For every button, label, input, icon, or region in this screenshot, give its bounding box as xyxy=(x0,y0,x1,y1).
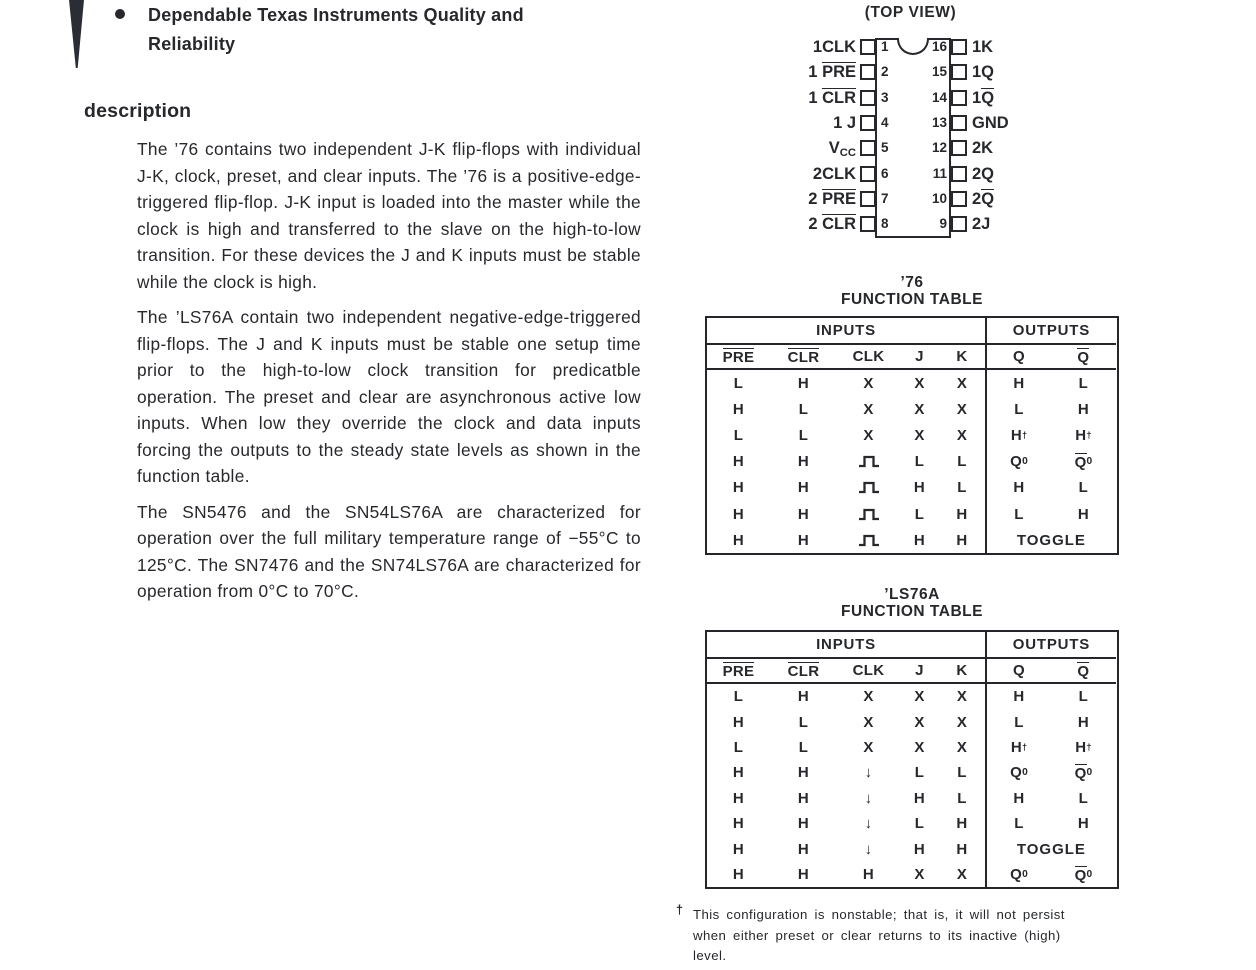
table-cell: L xyxy=(985,811,1051,836)
pin-number: 1 xyxy=(881,39,889,54)
table-cell: X xyxy=(863,688,874,706)
table-cell: L xyxy=(798,713,809,731)
script-text: 0 xyxy=(1086,456,1093,468)
table-cell: H xyxy=(862,865,875,883)
pin-number: 8 xyxy=(881,216,889,232)
table-cell: ↓ xyxy=(864,789,873,807)
function-table-ls76a xyxy=(705,630,1119,889)
table-cell xyxy=(837,501,900,527)
table-cell xyxy=(837,449,900,475)
footnote-line: This configuration is nonstable; that is, it will not persist xyxy=(693,907,1065,922)
pin-label-left: 2CLK xyxy=(812,164,856,183)
table-cell: H xyxy=(1077,505,1089,523)
table-cell: H xyxy=(732,505,745,523)
column-header xyxy=(1051,659,1116,684)
table-cell: X xyxy=(863,738,874,756)
table-cell: L xyxy=(985,709,1051,734)
table-cell: H xyxy=(732,453,745,471)
column-header xyxy=(707,659,770,684)
script-text: † xyxy=(1021,430,1028,441)
table-cell: H xyxy=(913,789,926,807)
bullet-icon xyxy=(115,9,125,19)
table-cell: H xyxy=(797,374,810,392)
pin-label-right: 2J xyxy=(972,215,991,234)
pin-square xyxy=(860,39,876,55)
table-cell: H xyxy=(913,479,926,497)
pin-number: 15 xyxy=(931,64,947,80)
table-cell: H xyxy=(985,475,1051,501)
script-text: 0 xyxy=(1022,767,1028,779)
table-cell: Q 0 xyxy=(985,760,1051,785)
table-cell: H xyxy=(797,840,810,858)
column-header: CLK xyxy=(837,345,900,370)
pin-number: 14 xyxy=(931,89,947,105)
footnote-line: when either preset or clear returns to its inactive (high) xyxy=(693,927,1061,943)
script-text: † xyxy=(1021,742,1028,753)
description-paragraph: The SN5476 and the SN54LS76A are characterized for operation over the full military temperature range of −55°C to 125°C. The SN7476 and the SN74LS76A are characterized for operation from 0°C to 70°C. xyxy=(137,501,641,601)
pin-number: 6 xyxy=(881,165,889,181)
table-cell: X xyxy=(956,426,968,444)
inputs-header: INPUTS xyxy=(707,632,985,659)
table-cell: H xyxy=(985,370,1051,396)
pin-number: 7 xyxy=(881,190,889,206)
table-cell: X xyxy=(956,713,968,731)
function-table-ls76a-heading xyxy=(705,586,1119,620)
description-paragraph: The ’LS76A contain two independent negative-edge-triggered flip-flops. The J and K inputs must be stable one setup time prior to the high-to-low clock transition for predicatble operation. The preset and clear are asynchronous active low inputs. When low they override the clock and data inputs forcing the outputs to the steady state levels as shown in the function table. xyxy=(137,307,641,486)
overline-text: CLR xyxy=(822,88,856,107)
table-cell: X xyxy=(914,374,925,392)
pin-square xyxy=(860,64,876,80)
table-cell: H xyxy=(985,684,1051,709)
overline-text: PRE xyxy=(722,662,755,680)
table-cell: L xyxy=(914,505,925,523)
table-cell: L xyxy=(957,764,967,782)
table-cell: H xyxy=(985,786,1051,811)
table-cell: L xyxy=(985,396,1051,422)
table-cell: L xyxy=(957,789,967,807)
table-cell: H xyxy=(732,815,745,833)
overline-text: Q xyxy=(1077,662,1090,680)
pin-label-left: 2 CLR xyxy=(808,215,856,234)
feature-bullet-item xyxy=(112,1,592,58)
pin-square xyxy=(860,115,876,131)
overline-text: Q xyxy=(1074,454,1087,471)
table-title: FUNCTION TABLE xyxy=(841,291,983,308)
pin-square xyxy=(951,90,967,106)
overline-text: Q xyxy=(981,88,995,107)
outputs-header: OUTPUTS xyxy=(985,318,1116,345)
table-cell: X xyxy=(956,688,968,706)
script-text: 0 xyxy=(1086,767,1093,779)
pin-label-right: 1Q xyxy=(972,63,995,82)
column-header: J xyxy=(900,345,939,370)
table-cell: X xyxy=(863,374,874,392)
table-cell: H xyxy=(956,840,968,858)
description-paragraph: The ’76 contains two independent J-K flip-flops with individual J-K, clock, preset, and clear inputs. The ’76 is a positive-edge-triggered flip-flop. J-K input is loaded into the master while the clock is high and transferred to the slave on the high-to-low transition. For these devices the J and K inputs must be stable while the clock is high. xyxy=(137,139,641,292)
table-cell: L xyxy=(733,738,744,756)
table-cell: H xyxy=(1077,400,1089,418)
table-cell: L xyxy=(914,453,925,471)
table-cell xyxy=(1051,760,1116,785)
clock-pulse-icon xyxy=(858,507,880,522)
pin-square xyxy=(951,39,967,55)
table-cell: L xyxy=(914,815,925,833)
overline-text: Q xyxy=(1074,765,1087,783)
table-cell: X xyxy=(914,400,925,418)
column-header: K xyxy=(939,659,985,684)
script-text: 0 xyxy=(1086,868,1093,880)
table-cell: X xyxy=(956,374,968,392)
footnote-line: level. xyxy=(693,948,727,963)
clock-pulse-icon xyxy=(858,480,880,495)
pin-square xyxy=(951,166,967,182)
table-cell: H † xyxy=(1075,426,1092,444)
column-header xyxy=(707,345,770,370)
table-cell: H † xyxy=(985,735,1051,760)
script-text: 0 xyxy=(1022,456,1028,468)
table-cell: H xyxy=(797,505,810,523)
table-cell: H xyxy=(732,713,745,731)
table-cell: H † xyxy=(1075,738,1092,756)
footnote xyxy=(676,905,1162,967)
table-cell xyxy=(1051,449,1116,475)
pin-label-left: VCC xyxy=(828,139,856,160)
pinout-title: (TOP VIEW) xyxy=(864,4,957,21)
table-cell: H xyxy=(797,453,810,471)
pin-number: 9 xyxy=(939,216,947,232)
pin-square xyxy=(860,166,876,182)
pin-square xyxy=(860,191,876,207)
overline-text: CLR xyxy=(787,662,820,680)
table-cell: H xyxy=(1077,815,1089,833)
pin-number: 4 xyxy=(881,114,889,130)
table-cell: H xyxy=(913,840,926,858)
pin-number: 2 xyxy=(881,64,889,80)
column-header xyxy=(770,659,837,684)
table-cell: H xyxy=(732,865,745,883)
table-cell: H xyxy=(797,865,810,883)
pin-square xyxy=(860,90,876,106)
table-cell: X xyxy=(914,738,925,756)
table-cell: L xyxy=(733,688,744,706)
pin-number: 12 xyxy=(931,140,947,156)
pin-number: 11 xyxy=(932,165,947,181)
table-cell: Q 0 xyxy=(985,449,1051,475)
function-table-76 xyxy=(705,316,1119,555)
table-cell: ↓ xyxy=(864,815,873,833)
table-title: FUNCTION TABLE xyxy=(841,603,983,620)
table-cell: L xyxy=(798,400,809,418)
table-cell: X xyxy=(914,426,925,444)
table-cell: L xyxy=(1078,789,1089,807)
pin-label-right: GND xyxy=(972,113,1009,132)
device-name: ’76 xyxy=(900,274,924,291)
table-cell: H xyxy=(797,479,810,497)
table-cell: H xyxy=(797,688,810,706)
page-edge-mark xyxy=(68,0,85,68)
pin-square xyxy=(951,140,967,156)
table-cell: H xyxy=(797,789,810,807)
table-cell xyxy=(837,527,900,553)
column-header: CLK xyxy=(837,659,900,684)
description-paragraphs xyxy=(137,136,641,614)
script-text: † xyxy=(1086,430,1092,441)
pin-label-left: 1 J xyxy=(833,113,856,132)
pin-label-right: 2Q xyxy=(972,164,995,183)
column-header xyxy=(770,345,837,370)
column-header: Q xyxy=(985,345,1051,370)
table-cell: ↓ xyxy=(864,840,873,858)
pin-square xyxy=(951,115,967,131)
table-cell: H xyxy=(1077,713,1089,731)
outputs-header: OUTPUTS xyxy=(985,632,1116,659)
table-cell: H xyxy=(797,764,810,782)
table-cell: X xyxy=(863,713,874,731)
table-cell-toggle: TOGGLE xyxy=(985,527,1116,553)
table-cell: H xyxy=(913,531,926,549)
pin-square xyxy=(951,64,967,80)
device-name: ’LS76A xyxy=(884,586,940,603)
column-header: Q xyxy=(985,659,1051,684)
overline-text: PRE xyxy=(822,189,856,208)
table-cell: L xyxy=(798,426,809,444)
pin-square xyxy=(951,191,967,207)
table-cell xyxy=(837,475,900,501)
table-cell xyxy=(1051,862,1116,887)
table-cell: L xyxy=(957,453,967,471)
table-cell: H xyxy=(732,789,745,807)
table-cell: H xyxy=(732,840,745,858)
pin-label-right: 2Q xyxy=(972,189,995,208)
overline-text: PRE xyxy=(822,63,856,82)
table-cell: L xyxy=(957,479,967,497)
table-cell: L xyxy=(1078,479,1089,497)
table-cell: H xyxy=(797,815,810,833)
pin-label-left: 1 CLR xyxy=(808,88,856,107)
table-cell: H xyxy=(956,505,968,523)
table-cell: L xyxy=(1078,374,1089,392)
pin-number: 3 xyxy=(881,89,889,105)
table-cell: H xyxy=(732,531,745,549)
table-cell: H † xyxy=(985,422,1051,448)
script-text: CC xyxy=(839,147,856,160)
column-header: J xyxy=(900,659,939,684)
overline-text: CLR xyxy=(787,348,820,366)
pin-label-right: 1Q xyxy=(972,88,995,107)
table-cell: X xyxy=(914,688,925,706)
pin-number: 13 xyxy=(931,114,947,130)
table-cell: X xyxy=(863,400,874,418)
pin-square xyxy=(860,140,876,156)
script-text: † xyxy=(1086,742,1092,753)
pin-number: 16 xyxy=(931,39,947,54)
clock-pulse-icon xyxy=(858,533,880,548)
overline-text: Q xyxy=(1077,348,1090,366)
description-heading: description xyxy=(84,100,192,122)
table-cell: X xyxy=(956,400,968,418)
inputs-header: INPUTS xyxy=(707,318,985,345)
pin-square xyxy=(860,216,876,232)
table-cell: L xyxy=(798,738,809,756)
table-cell: Q 0 xyxy=(985,862,1051,887)
pin-label-right: 1K xyxy=(972,38,994,56)
table-cell: H xyxy=(797,531,810,549)
feature-text: Dependable Texas Instruments Quality and Reliability xyxy=(148,5,524,54)
table-cell: L xyxy=(1078,688,1089,706)
clock-pulse-icon xyxy=(858,454,880,469)
table-cell-toggle: TOGGLE xyxy=(985,836,1116,861)
table-cell: X xyxy=(914,713,925,731)
pin-square xyxy=(951,216,967,232)
pin-label-left: 1 PRE xyxy=(808,63,856,82)
function-table-76-heading xyxy=(705,274,1119,308)
dip16-pinout-diagram xyxy=(788,33,1088,251)
column-header xyxy=(1051,345,1116,370)
pin-label-left: 2 PRE xyxy=(808,189,856,208)
overline-text: Q xyxy=(1074,866,1087,884)
table-cell: H xyxy=(956,531,968,549)
table-cell: H xyxy=(732,764,745,782)
table-cell: X xyxy=(956,865,968,883)
table-cell: H xyxy=(956,815,968,833)
table-cell: L xyxy=(985,501,1051,527)
pin-number: 10 xyxy=(931,190,947,206)
table-cell: L xyxy=(733,426,744,444)
table-cell: X xyxy=(956,738,968,756)
pin-number: 5 xyxy=(881,140,889,156)
table-cell: L xyxy=(733,374,744,392)
pin-label-right: 2K xyxy=(972,139,994,158)
overline-text: Q xyxy=(981,189,995,208)
table-cell: ↓ xyxy=(864,764,873,782)
table-cell: X xyxy=(914,865,925,883)
table-cell: L xyxy=(914,764,925,782)
footnote-text xyxy=(693,905,1162,967)
overline-text: PRE xyxy=(722,348,755,366)
pin-label-left: 1CLK xyxy=(812,38,856,56)
script-text: 0 xyxy=(1022,868,1028,880)
overline-text: CLR xyxy=(822,215,856,234)
table-cell: X xyxy=(863,426,874,444)
dagger-icon: † xyxy=(676,903,683,917)
table-cell: H xyxy=(732,479,745,497)
table-cell: H xyxy=(732,400,745,418)
column-header: K xyxy=(939,345,985,370)
